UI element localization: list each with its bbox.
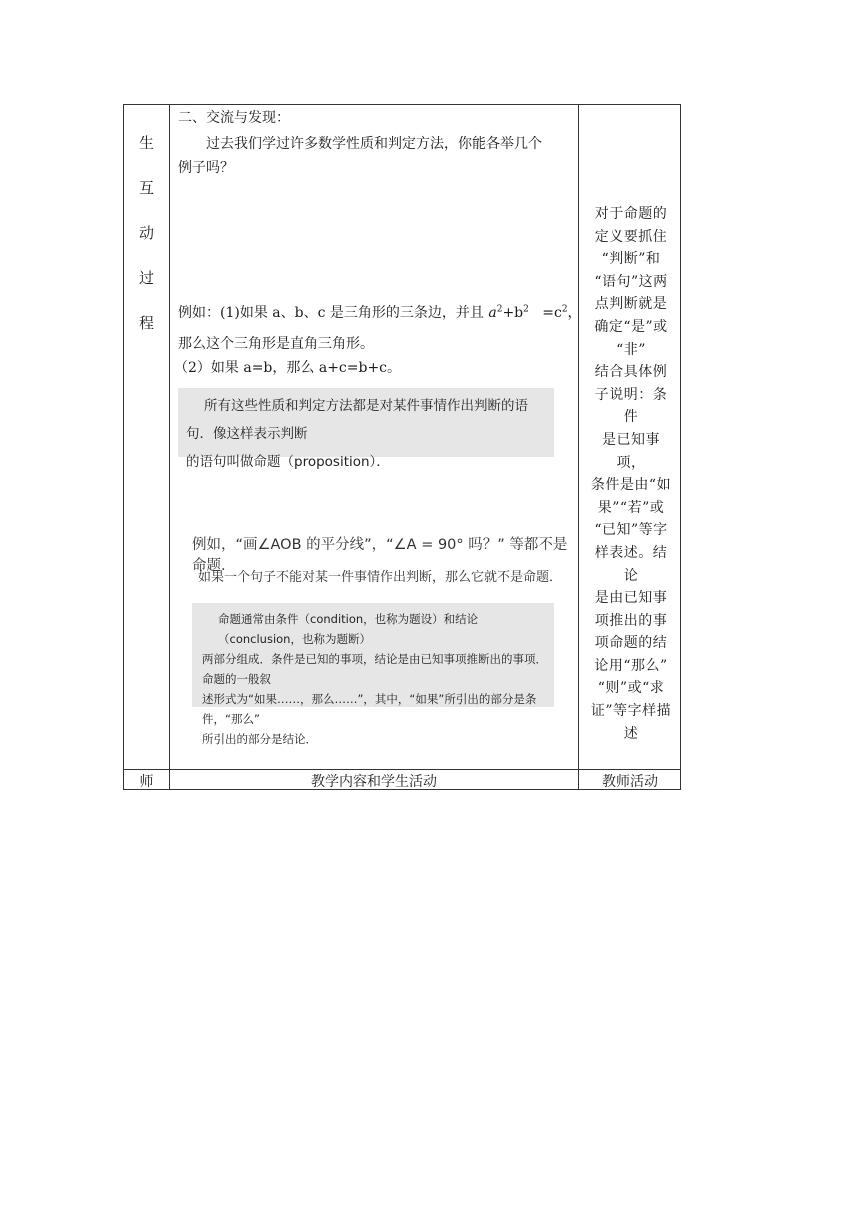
box2-line: 命题通常由条件（condition，也称为题设）和结论（conclusion，也称为题断） — [218, 612, 479, 646]
footer-content-header: 教学内容和学生活动 — [311, 774, 437, 790]
teaching-content-cell — [170, 105, 582, 769]
example-1-conclusion: 那么这个三角形是直角三角形。 — [178, 336, 374, 352]
stage-char: 互 — [138, 179, 154, 197]
example-1-tail: ， — [567, 305, 582, 321]
formula-mid: +b — [502, 305, 524, 321]
section-heading: 二、交流与发现： — [178, 110, 290, 126]
exponent: 2 — [561, 304, 568, 315]
non-proposition-rule: 如果一个句子不能对某一件事情作出判断，那么它就不是命题． — [198, 570, 563, 585]
stage-label-column — [124, 105, 169, 769]
footer-activity-header: 教师活动 — [602, 774, 658, 790]
stage-char: 动 — [138, 224, 154, 242]
teacher-notes-text: 对于命题的 定义要抓住 “判断”和 “语句”这两 点判断就是 确定“是”或 “非” 结合具体例 子说明：条件 是已知事项， 条件是由“如 果”“若”或 “已知”等字 样表述。结论 是由已知事 项推出的事 项命题的结 论用“那么” “则”或“求 证”等字样描 述 — [590, 206, 672, 742]
box2-line: 述形式为“如果……，那么……”，其中，“如果”所引出的部分是条件，“那么” — [202, 692, 537, 726]
stage-char: 程 — [138, 314, 154, 332]
exponent: 2 — [523, 304, 529, 315]
condition-conclusion-box — [192, 603, 554, 746]
formula-eq: =c — [542, 305, 562, 321]
table-footer-row — [124, 770, 680, 790]
non-proposition-example: 例如，“画∠AOB 的平分线”，“∠A = 90° 吗？” 等都不是命题． — [192, 537, 568, 574]
stage-char: 生 — [138, 134, 154, 152]
box2-line: 两部分组成．条件是已知的事项，结论是由已知事项推断出的事项．命题的一般叙 — [202, 652, 547, 686]
question-line: 例子吗？ — [178, 160, 234, 176]
stage-char: 过 — [138, 269, 154, 287]
definition-line: 所有这些性质和判定方法都是对某件事情作出判断的语句．像这样表示判断 — [186, 398, 528, 442]
example-2-line: （2）如果 a=b，那么 a+c=b+c。 — [174, 360, 402, 376]
proposition-definition-box — [178, 388, 554, 470]
question-line: 过去我们学过许多数学性质和判定方法，你能各举几个 — [206, 136, 542, 152]
formula-a: a — [488, 305, 497, 321]
example-1-text: 例如：(1)如果 a、b、c 是三角形的三条边，并且 — [178, 305, 484, 321]
lesson-table — [123, 104, 681, 790]
exponent: 2 — [496, 304, 503, 315]
teacher-notes-cell — [579, 105, 681, 769]
example-1-line — [178, 302, 582, 322]
box2-line: 所引出的部分是结论． — [202, 732, 317, 746]
definition-line: 的语句叫做命题（proposition）． — [186, 454, 390, 470]
footer-teacher-label: 师 — [139, 774, 154, 790]
